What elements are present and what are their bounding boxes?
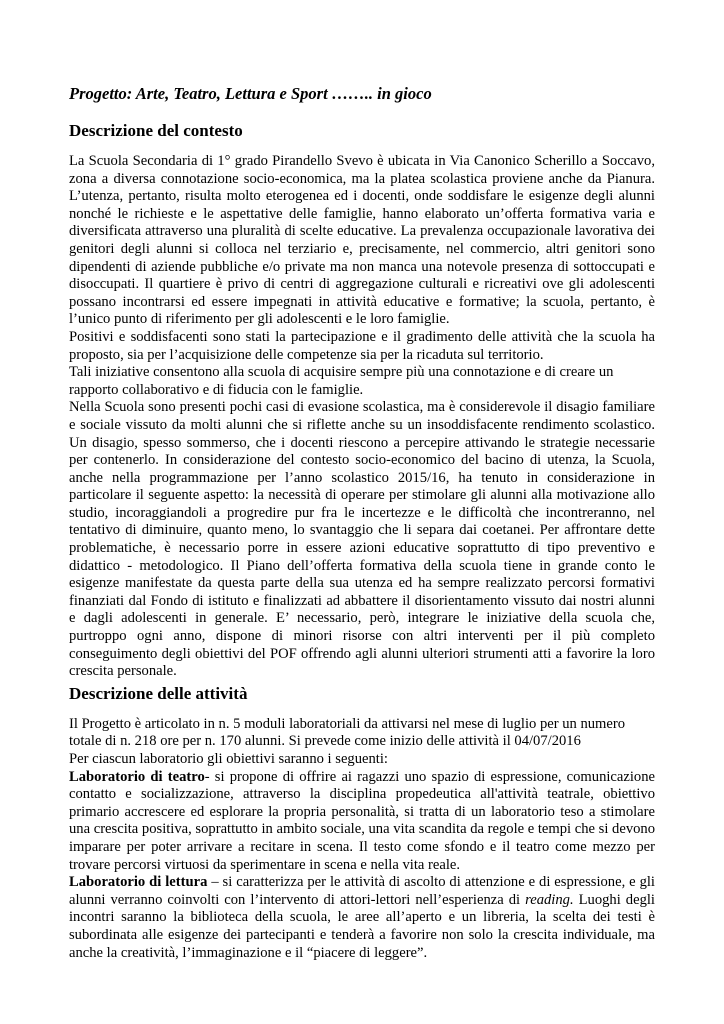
document-page (69, 84, 655, 962)
context-paragraph-4: Nella Scuola sono presenti pochi casi di evasione scolastica, ma è considerevole il disagio familiare e sociale vissuto da molti alunni che si riflette anche su un insoddisfacente rendimento scolastico. Un disagio, spesso sommerso, che i docenti riescono a percepire attivando le strategie necessarie per contenerlo. In considerazione del contesto socio-economico del bacino di utenza, la Scuola, anche nella programmazione per l’anno scolastico 2015/16, ha tenuto in considerazione in particolare il seguente aspetto: la necessità di operare per stimolare gli alunni alla motivazione allo studio, incoraggiandoli a progredire pur fra le incertezze e le difficoltà che incontreranno, nel tentativo di diminuire, quanto meno, lo svantaggio che li separa dai coetanei. Per affrontare dette problematiche, è necessario porre in essere azioni educative soprattutto di tipo preventivo e didattico - metodologico. Il Piano dell’offerta formativa della scuola tiene in grande conto le esigenze manifestate da questa parte della sua utenza ed ha sempre realizzato percorsi formativi finanziati dal Fondo di istituto e finalizzati ad abbattere il disorientamento vissuto dai nostri alunni e dagli adolescenti in generale. E’ necessario, però, integrare le iniziative della scuola che, purtroppo ogni anno, dispone di minori risorse con altri interventi per il più completo conseguimento degli obiettivi del POF offrendo agli alunni ulteriori strumenti atti a favorire la loro crescita personale. (69, 399, 655, 680)
project-title: Progetto: Arte, Teatro, Lettura e Sport …….. in gioco (69, 84, 432, 103)
lab-lettura-paragraph (69, 874, 655, 962)
context-paragraph-2: Positivi e soddisfacenti sono stati la partecipazione e il gradimento delle attività che la scuola ha proposto, sia per l’acquisizione delle competenze sia per la ricaduta sul territorio. (69, 328, 655, 363)
lab-lettura-reading: reading. (525, 891, 574, 908)
lab-teatro-title: Laboratorio di teatro (69, 768, 205, 785)
context-heading: Descrizione del contesto (69, 121, 243, 140)
activities-intro: Il Progetto è articolato in n. 5 moduli laboratoriali da attivarsi nel mese di luglio per un numero totale di n. 218 ore per n. 170 alunni. Si prevede come inizio delle attività il 04/07/2016 (69, 715, 626, 750)
activities-heading: Descrizione delle attività (69, 683, 248, 703)
context-paragraph-3: Tali iniziative consentono alla scuola di acquisire sempre più una connotazione e di creare un rapporto collaborativo e di fiducia con le famiglie. (69, 364, 614, 398)
lab-lettura-text-b: Luoghi degli incontri saranno la biblioteca della scuola, le aree all’aperto e un libreria, la scelta dei testi è subordinata alle esigenze dei partecipanti e tenderà a favorire non solo la crescita individuale, ma anche la creatività, l’immaginazione e il “piacere di leggere”. (69, 891, 655, 961)
lab-lettura-title: Laboratorio di lettura (69, 874, 208, 891)
context-paragraph-1: La Scuola Secondaria di 1° grado Pirandello Svevo è ubicata in Via Canonico Scherillo a Soccavo, zona a diversa connotazione socio-economica, ma la platea scolastica proviene anche da Pianura. L’utenza, pertanto, risulta molto eterogenea ed i docenti, onde soddisfare le esigenze degli alunni nonché le richieste e le aspettative delle famiglie, hanno elaborato un’offerta formativa varia e diversificata attraverso una pluralità di scelte educative. La prevalenza occupazionale lavorativa dei genitori degli alunni si colloca nel terziario e, precisamente, nel commercio, altri genitori sono dipendenti di aziende pubbliche e/o private ma non manca una notevole presenza di sottoccupati e disoccupati. Il quartiere è privo di centri di aggregazione culturali e ricreativi ove gli adolescenti possano incontrarsi ed essere impegnati in attività educative e formative; la scuola, pertanto, è l’unico punto di riferimento per gli adolescenti e le loro famiglie. (69, 153, 655, 328)
objectives-intro: Per ciascun laboratorio gli obiettivi saranno i seguenti: (69, 751, 388, 767)
lab-teatro-text: - si propone di offrire ai ragazzi uno spazio di espressione, comunicazione contatto e socializzazione, attraverso la disciplina propedeutica all'attività teatrale, obiettivo primario accrescere ed esplorare la propria personalità, si tratta di un laboratorio teso a stimolare una crescita positiva, soprattutto in ambito sociale, una vita scandita da regole e tempi che si devono imparare per poter arrivare a recitare in scena. Il testo come sfondo e il teatro come mezzo per trovare percorsi virtuosi da sperimentare in scena e nella vita reale. (69, 768, 656, 873)
lab-lettura-text-a: – si caratterizza per le attività di ascolto di attenzione e di espressione, e gli alunni verranno coinvolti con l’intervento di attori-lettori nell’esperienza di (69, 874, 655, 908)
lab-teatro-paragraph (69, 769, 655, 875)
